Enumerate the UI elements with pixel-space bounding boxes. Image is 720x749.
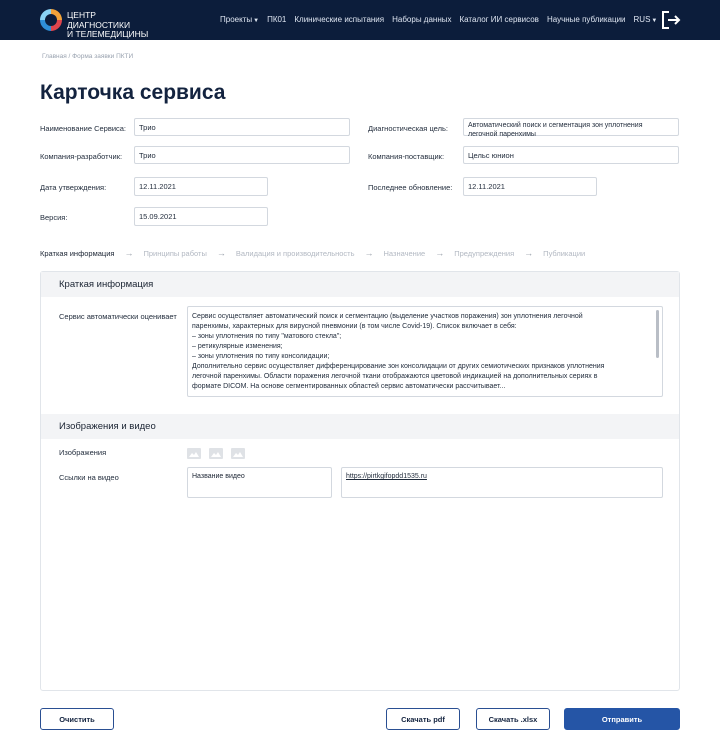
description-line: – зоны уплотнения по типу консолидации;	[192, 353, 330, 360]
description-line: – ретикулярные изменения;	[192, 343, 283, 350]
description-line: паренхимы, характерных для вирусной пневмонии (в том числе Covid-19). Список включает в себя:	[192, 323, 517, 330]
video-name-field[interactable]: Название видео	[187, 467, 332, 498]
developer-label: Компания-разработчик:	[40, 152, 123, 161]
approval-date-field[interactable]: 12.11.2021	[134, 177, 268, 196]
diag-goal-label: Диагностическая цель:	[368, 124, 448, 133]
breadcrumb[interactable]: Главная / Форма заявки ПКТИ	[42, 53, 134, 60]
nav-datasets[interactable]: Наборы данных	[392, 15, 452, 24]
video-links-label: Ссылки на видео	[59, 473, 119, 482]
supplier-field[interactable]: Цельс юнион	[463, 146, 679, 164]
version-field[interactable]: 15.09.2021	[134, 207, 268, 226]
service-name-field[interactable]: Трио	[134, 118, 350, 136]
description-line: Сервис осуществляет автоматический поиск и сегментацию (выделение участков поражения) зон уплотнения легочной	[192, 313, 583, 320]
logo-icon[interactable]	[40, 9, 62, 31]
download-pdf-button[interactable]: Скачать pdf	[386, 708, 460, 730]
arrow-right-icon: →	[524, 248, 534, 258]
step-validation[interactable]: Валидация и производительность	[235, 248, 355, 258]
diag-goal-line2: легочной паренхимы	[468, 131, 536, 138]
image-placeholder-icon[interactable]	[231, 448, 245, 459]
version-label: Версия:	[40, 213, 68, 222]
service-card	[40, 271, 680, 691]
image-placeholder-icon[interactable]	[187, 448, 201, 459]
step-principles[interactable]: Принципы работы	[143, 248, 207, 258]
images-label: Изображения	[59, 448, 107, 457]
step-brief-info[interactable]: Краткая информация	[40, 248, 115, 258]
arrow-right-icon: →	[435, 248, 445, 258]
step-publications[interactable]: Публикации	[543, 248, 586, 258]
scrollbar[interactable]	[656, 310, 659, 358]
arrow-right-icon: →	[216, 248, 226, 258]
service-name-label: Наименование Сервиса:	[40, 124, 127, 133]
nav-language-label: RUS	[633, 15, 651, 24]
chevron-down-icon: ▼	[253, 18, 260, 24]
nav-language[interactable]	[634, 15, 658, 24]
brief-section-title: Краткая информация	[41, 272, 679, 297]
top-navigation-bar	[0, 0, 720, 40]
last-update-label: Последнее обновление:	[368, 183, 453, 192]
logo-text-line2: И ТЕЛЕМЕДИЦИНЫ	[67, 29, 149, 39]
approval-date-label: Дата утверждения:	[40, 183, 107, 192]
evaluates-label: Сервис автоматически оценивает	[59, 312, 177, 321]
video-url-link[interactable]: https://pirtkgifopdd1535.ru	[341, 467, 663, 498]
media-section-title: Изображения и видео	[41, 414, 679, 439]
description-textarea[interactable]	[187, 306, 663, 397]
nav-publications[interactable]: Научные публикации	[546, 15, 626, 24]
nav-clinical-trials[interactable]: Клинические испытания	[294, 15, 385, 24]
image-placeholder-icon[interactable]	[209, 448, 223, 459]
description-line: – зоны уплотнения по типу "матового стекла";	[192, 333, 342, 340]
arrow-right-icon: →	[124, 248, 134, 258]
nav-projects-label: Проекты	[220, 15, 253, 24]
clear-button[interactable]: Очистить	[40, 708, 114, 730]
logout-icon[interactable]	[660, 10, 682, 30]
step-warnings[interactable]: Предупреждения	[454, 248, 515, 258]
submit-button[interactable]: Отправить	[564, 708, 680, 730]
page-title: Карточка сервиса	[40, 81, 226, 104]
main-nav	[220, 15, 657, 24]
nav-ai-catalog[interactable]: Каталог ИИ сервисов	[459, 15, 539, 24]
logo-text-line1: ЦЕНТР ДИАГНОСТИКИ	[67, 10, 131, 30]
last-update-field[interactable]: 12.11.2021	[463, 177, 597, 196]
download-xlsx-button[interactable]: Скачать .xlsx	[476, 708, 550, 730]
step-purpose[interactable]: Назначение	[383, 248, 426, 258]
diag-goal-field[interactable]	[463, 118, 679, 136]
description-line: формате DICOM. На основе сегментированных областей сервис автоматически рассчитывает...	[192, 383, 506, 390]
logo-text[interactable]	[67, 11, 157, 40]
chevron-down-icon: ▼	[651, 18, 658, 24]
nav-pk01[interactable]: ПК01	[267, 15, 287, 24]
supplier-label: Компания-поставщик:	[368, 152, 445, 161]
arrow-right-icon: →	[364, 248, 374, 258]
section-stepper	[40, 248, 585, 258]
diag-goal-line1: Автоматический поиск и сегментация зон уплотнения	[468, 122, 643, 129]
description-line: Дополнительно сервис осуществляет дифференцирование зон консолидации от других семиотических признаков уплотнения	[192, 363, 605, 370]
description-line: легочной паренхимы. Области поражения легочной ткани отображаются цветовой индикацией на дополнительных сериях в	[192, 373, 598, 380]
developer-field[interactable]: Трио	[134, 146, 350, 164]
nav-projects[interactable]	[220, 15, 259, 24]
